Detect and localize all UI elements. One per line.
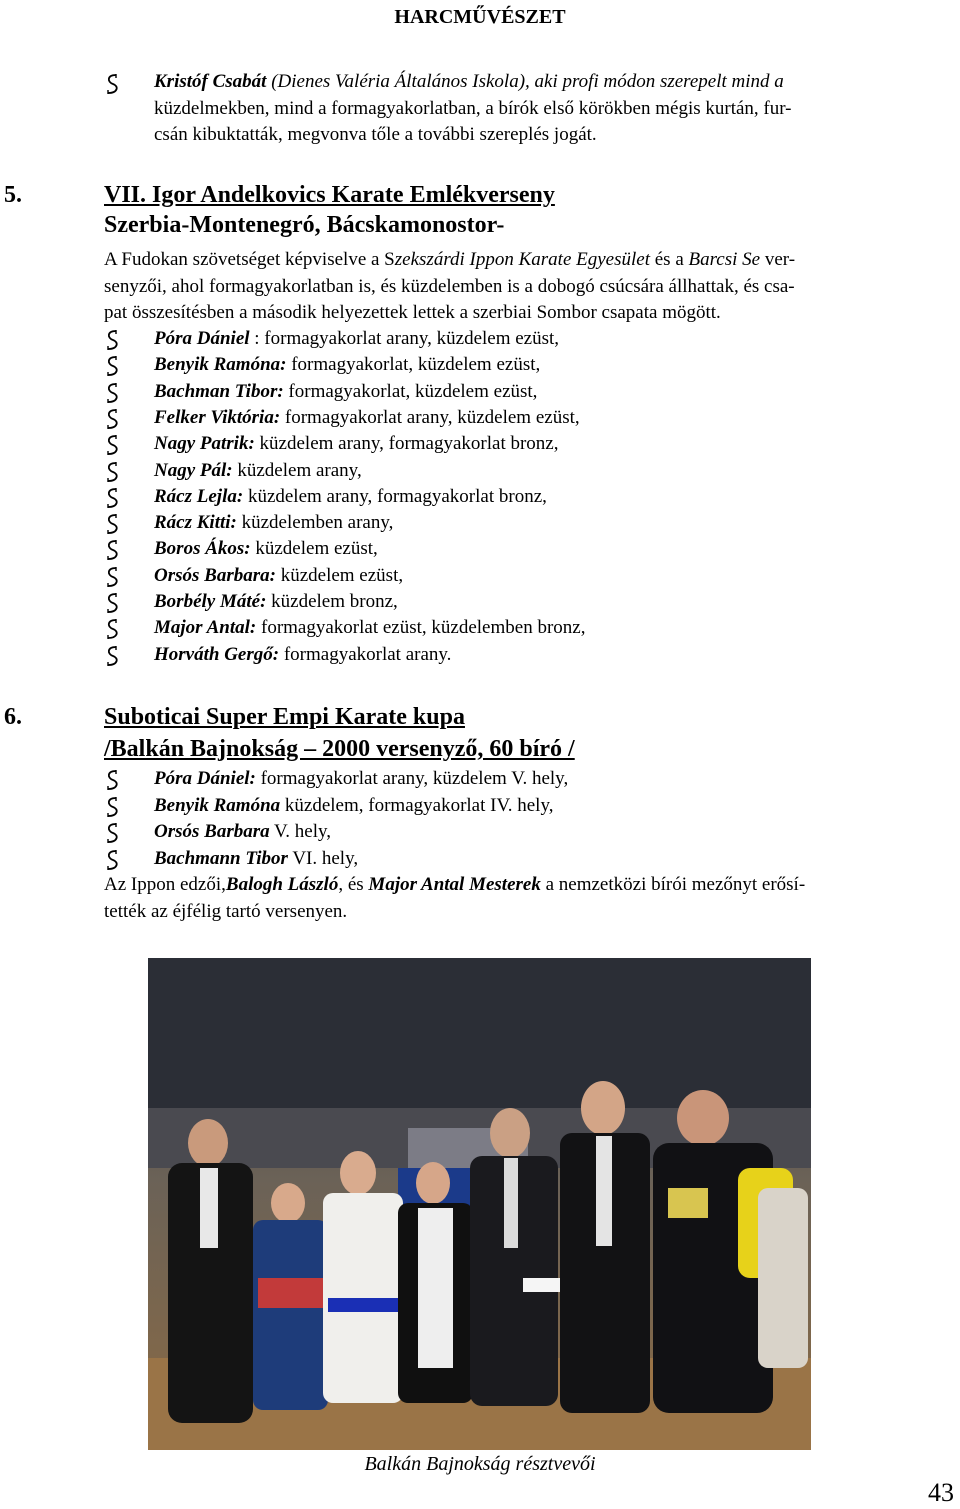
section-bullet-icon: [104, 618, 120, 640]
result-list-item: [104, 563, 924, 589]
result-text: formagyakorlat arany, küzdelem V. hely,: [255, 768, 569, 789]
intro-line-2: küzdelmekben, mind a formagyakorlatban, a bírók első körökben mégis kurtán, fur-: [154, 97, 792, 119]
result-list-item: [104, 431, 924, 457]
result-list-item: [104, 536, 924, 562]
result-list-item: [104, 846, 924, 872]
competitor-name: Póra Dániel: [154, 328, 250, 349]
result-text: küzdelem arany,: [232, 459, 362, 481]
competitor-name: Felker Viktória:: [154, 406, 281, 428]
section-5-subtitle: Szerbia-Montenegró, Bácskamonostor-: [104, 212, 505, 238]
competitor-name: Bachman Tibor:: [154, 380, 284, 402]
section-bullet-icon: [104, 434, 120, 456]
competitor-name: Póra Dániel:: [154, 768, 256, 789]
result-text: : formagyakorlat arany, küzdelem ezüst,: [249, 328, 560, 349]
section-bullet-icon: [104, 73, 120, 95]
section-bullet-icon: [104, 796, 120, 818]
page-number: 43: [928, 1478, 954, 1507]
result-text: küzdelem, formagyakorlat IV. hely,: [280, 794, 554, 816]
result-list-item: [104, 405, 924, 431]
result-list-item: [104, 793, 924, 819]
result-list-item: [104, 589, 924, 615]
result-list-item: [104, 326, 924, 352]
section-5-intro-line-3: pat összesítésben a második helyezettek lettek a szerbiai Sombor csapata mögött.: [104, 302, 721, 323]
competitor-name: Nagy Patrik:: [154, 433, 255, 455]
section-5-intro-line-2: senyzői, ahol formagyakorlatban is, és küzdelemben is a dobogó csúcsára állhattak, és csa-: [104, 275, 795, 297]
section-bullet-icon: [104, 822, 120, 844]
section-bullet-icon: [104, 566, 120, 588]
result-text: küzdelem ezüst,: [275, 564, 404, 586]
section-5-number: 5.: [4, 182, 22, 208]
section-bullet-icon: [104, 592, 120, 614]
photo-caption: Balkán Bajnokság résztvevői: [364, 1453, 596, 1475]
result-list-item: [104, 510, 924, 536]
result-list-item: [104, 352, 924, 378]
result-list-item: [104, 615, 924, 641]
group-photo-illustration: [148, 958, 811, 1450]
section-bullet-icon: [104, 539, 120, 561]
section-bullet-icon: [104, 487, 120, 509]
result-text: küzdelemben arany,: [236, 512, 394, 534]
competitor-name: Orsós Barbara: [154, 821, 270, 842]
result-text: küzdelem arany, formagyakorlat bronz,: [254, 433, 559, 455]
intro-line-1: Kristóf Csabát (Dienes Valéria Általános Iskola), aki profi módon szerepelt mind a: [154, 71, 784, 92]
section-6-subtitle: /Balkán Bajnokság – 2000 versenyző, 60 bíró /: [104, 736, 575, 762]
result-text: formagyakorlat arany.: [279, 643, 452, 665]
result-list-item: [104, 819, 924, 845]
result-text: formagyakorlat, küzdelem ezüst,: [286, 354, 541, 376]
section-5-title: VII. Igor Andelkovics Karate Emlékverseny: [104, 182, 555, 208]
section-bullet-icon: [104, 849, 120, 871]
intro-name: Kristóf Csabát: [154, 71, 267, 92]
section-6-closing-line-1: Az Ippon edzői,Balogh László, és Major Antal Mesterek a nemzetközi bírói mezőnyt erősí-: [104, 874, 806, 895]
competitor-name: Rácz Lejla:: [154, 485, 244, 507]
competitor-name: Orsós Barbara:: [154, 564, 276, 586]
competitor-name: Rácz Kitti:: [154, 512, 237, 534]
section-bullet-icon: [104, 329, 120, 351]
result-text: formagyakorlat, küzdelem ezüst,: [283, 380, 538, 402]
group-photo: [148, 958, 811, 1450]
page-header: HARCMŰVÉSZET: [394, 6, 566, 28]
result-text: formagyakorlat arany, küzdelem ezüst,: [280, 406, 580, 428]
competitor-name: Borbély Máté:: [154, 591, 267, 612]
competitor-name: Nagy Pál:: [154, 459, 233, 481]
result-list-item: [104, 484, 924, 510]
competitor-name: Major Antal:: [154, 617, 257, 639]
section-bullet-icon: [104, 513, 120, 535]
section-bullet-icon: [104, 382, 120, 404]
competitor-name: Bachmann Tibor: [154, 847, 288, 869]
competitor-name: Horváth Gergő:: [154, 643, 280, 665]
result-text: V. hely,: [269, 821, 332, 842]
result-text: küzdelem arany, formagyakorlat bronz,: [243, 485, 547, 507]
section-bullet-icon: [104, 769, 120, 791]
section-bullet-icon: [104, 355, 120, 377]
result-text: küzdelem ezüst,: [250, 538, 378, 560]
result-list-item: [104, 766, 924, 792]
result-list-item: [104, 642, 924, 668]
result-text: VI. hely,: [287, 847, 359, 869]
section-bullet-icon: [104, 645, 120, 667]
section-5-intro-line-1: A Fudokan szövetséget képviselve a Szekszárdi Ippon Karate Egyesület és a Barcsi Se ver-: [104, 249, 796, 270]
competitor-name: Benyik Ramóna:: [154, 354, 287, 376]
section-6-number: 6.: [4, 704, 22, 730]
section-6-closing-line-2: tették az éjfélig tartó versenyen.: [104, 901, 348, 922]
result-list-item: [104, 458, 924, 484]
result-text: küzdelem bronz,: [266, 591, 398, 612]
result-text: formagyakorlat ezüst, küzdelemben bronz,: [256, 617, 586, 639]
intro-line-3: csán kibuktatták, megvonva tőle a további szereplés jogát.: [154, 124, 597, 145]
section-6-title: Suboticai Super Empi Karate kupa: [104, 704, 465, 730]
competitor-name: Boros Ákos:: [154, 538, 251, 560]
result-list-item: [104, 379, 924, 405]
competitor-name: Benyik Ramóna: [154, 794, 281, 816]
section-bullet-icon: [104, 461, 120, 483]
section-bullet-icon: [104, 408, 120, 430]
